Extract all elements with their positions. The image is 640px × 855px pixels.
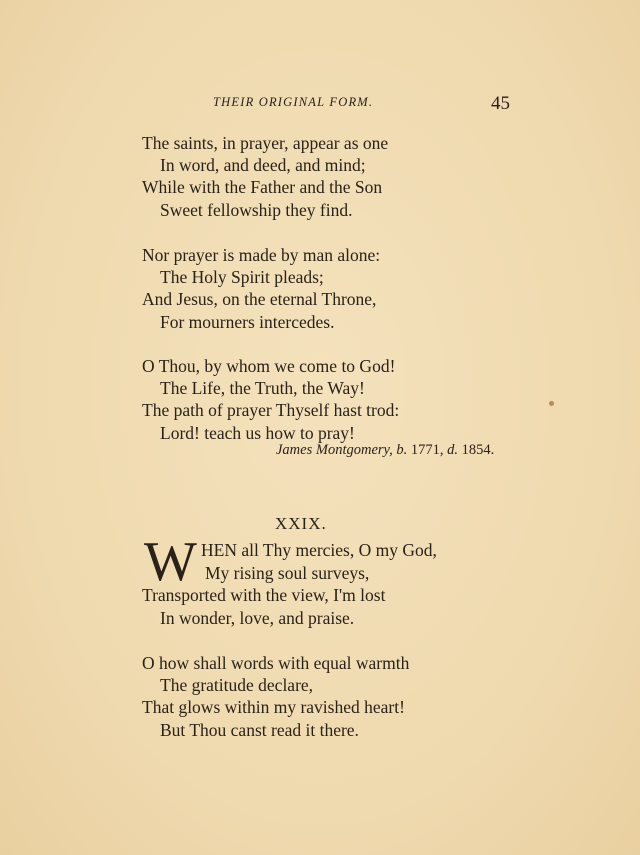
verse-line: In word, and deed, and mind; xyxy=(160,155,366,175)
verse-line: The saints, in prayer, appear as one xyxy=(142,133,389,153)
author-name: James Montgomery, xyxy=(276,442,393,458)
born-year: 1771, xyxy=(410,442,444,458)
died-year: 1854. xyxy=(461,442,495,458)
verse-line: And Jesus, on the eternal Throne, xyxy=(142,289,377,309)
hymn2-number: XXIX. xyxy=(275,514,327,533)
verse-line: That glows within my ravished heart! xyxy=(142,697,405,717)
page-number: 45 xyxy=(491,93,510,114)
born-label: b. xyxy=(396,442,408,458)
page-header xyxy=(140,93,512,115)
verse-line: The Holy Spirit pleads; xyxy=(160,267,324,287)
verse-line: For mourners intercedes. xyxy=(160,312,335,332)
verse-line: In wonder, love, and praise. xyxy=(160,608,355,628)
verse-line: O Thou, by whom we come to God! xyxy=(142,356,396,376)
verse-line: But Thou canst read it there. xyxy=(160,720,359,740)
verse-line: Transported with the view, I'm lost xyxy=(142,585,386,605)
verse-line: My rising soul surveys, xyxy=(205,563,370,583)
verse-line: HEN all Thy mercies, O my God, xyxy=(201,540,437,560)
verse-line: Sweet fellowship they find. xyxy=(160,200,353,220)
verse-line: Lord! teach us how to pray! xyxy=(160,423,355,443)
verse-line: While with the Father and the Son xyxy=(142,177,383,197)
drop-cap: W xyxy=(144,531,197,593)
hymn1-attribution xyxy=(276,442,494,459)
died-label: d. xyxy=(447,442,459,458)
verse-line: The gratitude declare, xyxy=(160,675,314,695)
paper-spot xyxy=(549,401,554,406)
verse-line: O how shall words with equal warmth xyxy=(142,653,410,673)
verse-line: The Life, the Truth, the Way! xyxy=(160,378,365,398)
verse-line: The path of prayer Thyself hast trod: xyxy=(142,400,400,420)
running-head: THEIR ORIGINAL FORM. xyxy=(213,95,374,109)
verse-line: Nor prayer is made by man alone: xyxy=(142,245,381,265)
